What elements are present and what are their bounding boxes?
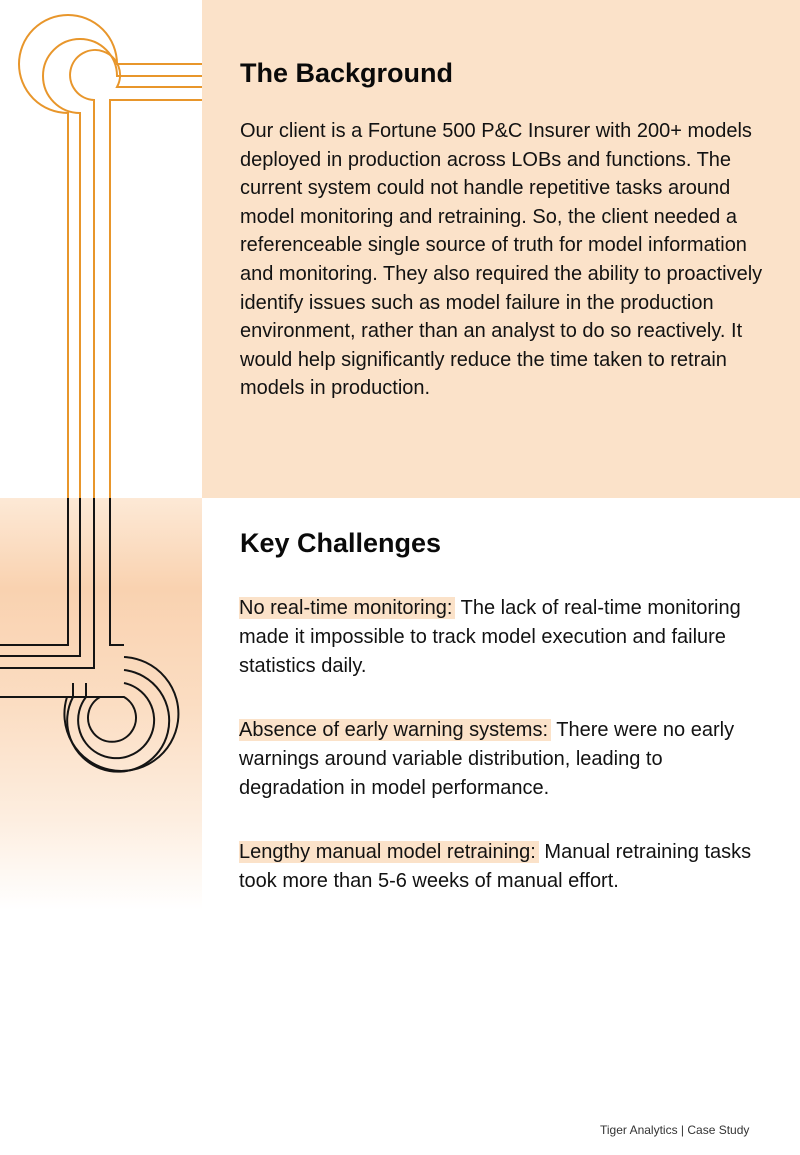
challenge-item: [239, 716, 769, 802]
background-paragraph: Our client is a Fortune 500 P&C Insurer with 200+ models deployed in production across LOBs and functions. The current system could not handle repetitive tasks around model monitoring and retraining. So, the client needed a referenceable single source of truth for model information and monitoring. They also required the ability to proactively identify issues such as model failure in the production environment, rather than an analyst to do so reactively. It would help significantly reduce the time taken to retrain models in production.: [240, 120, 763, 400]
decorative-line-art: [0, 0, 202, 910]
challenge-item: [239, 838, 769, 896]
challenge-text: The lack of real-time monitoring made it impossible to track model execution and failure statistics daily.: [239, 597, 741, 677]
key-challenges-heading: Key Challenges: [240, 528, 442, 558]
challenge-label: No real-time monitoring:: [239, 597, 455, 619]
black-line-art: [0, 498, 178, 772]
background-heading: The Background: [240, 58, 454, 88]
orange-line-art: [19, 15, 202, 498]
challenge-item: [239, 594, 769, 680]
challenge-label: Absence of early warning systems:: [239, 719, 551, 741]
challenge-text: Manual retraining tasks took more than 5-6 weeks of manual effort.: [239, 841, 752, 892]
challenge-text: There were no early warnings around variable distribution, leading to degradation in model performance.: [239, 719, 735, 799]
challenge-label: Lengthy manual model retraining:: [239, 841, 539, 863]
footer-text: Tiger Analytics | Case Study: [600, 1123, 750, 1137]
